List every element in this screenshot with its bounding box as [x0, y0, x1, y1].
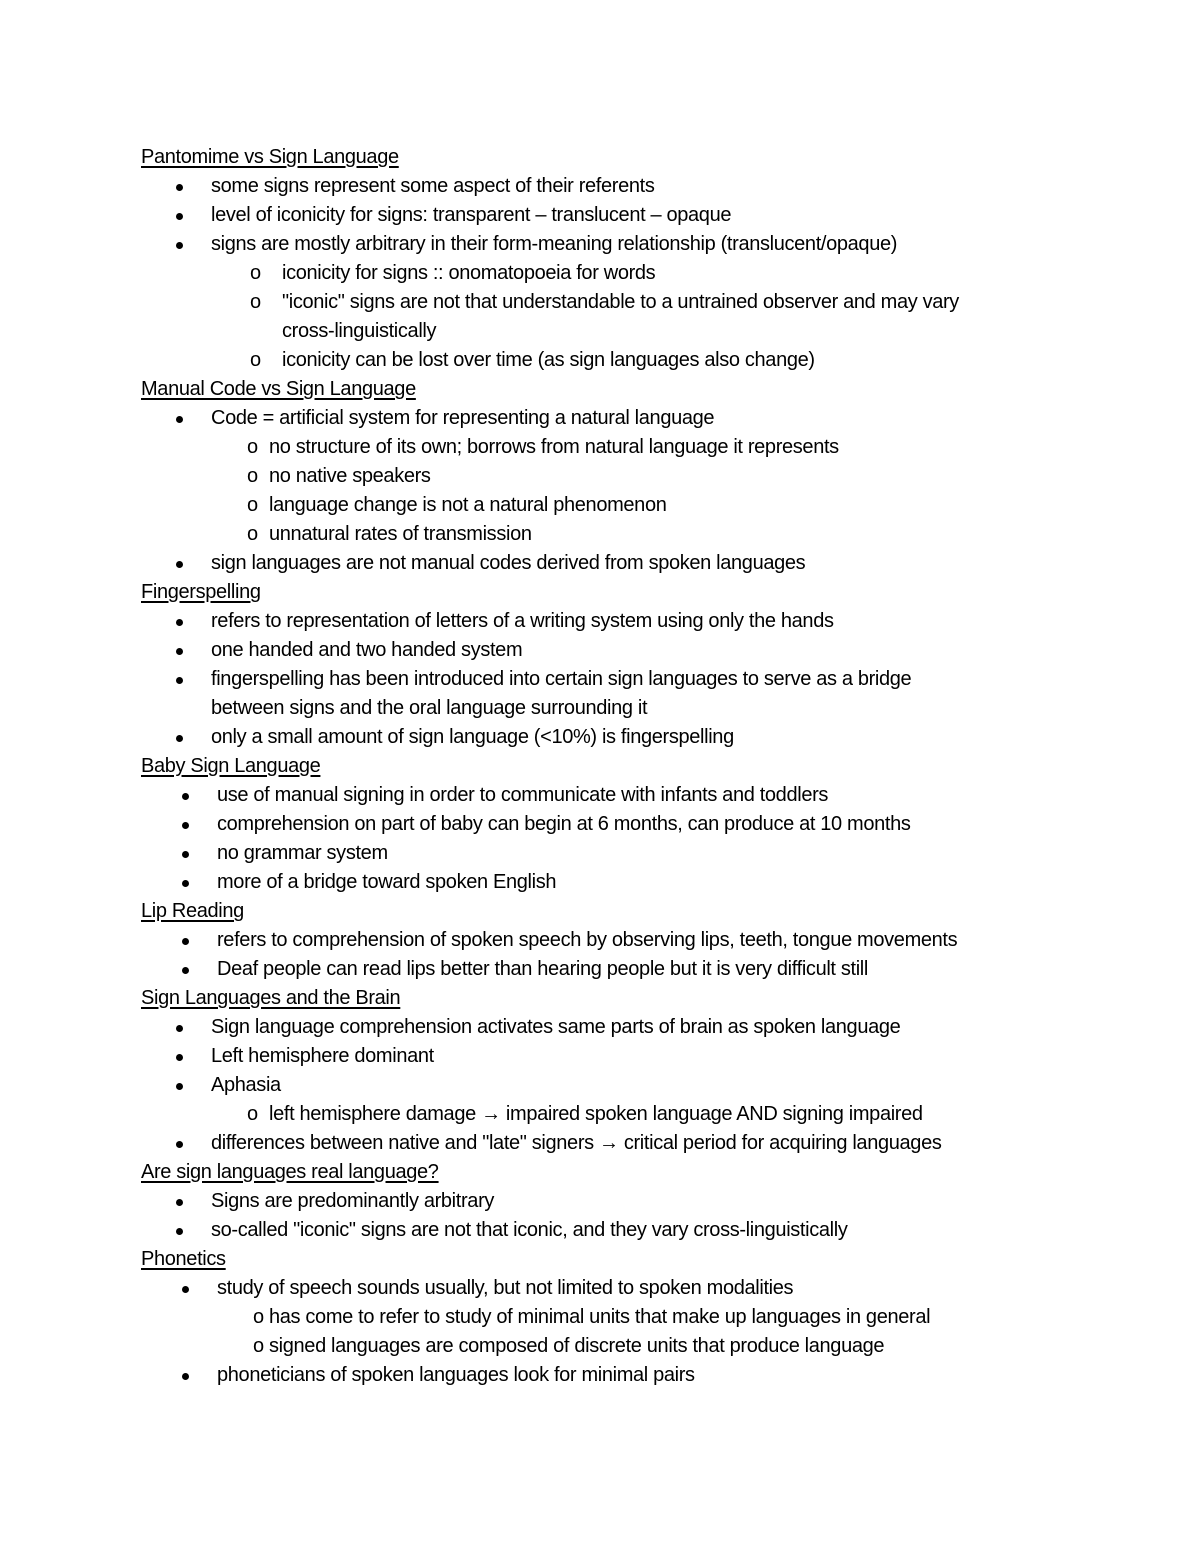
- list-item: refers to representation of letters of a writing system using only the hands: [141, 607, 1141, 636]
- bullet-icon: [182, 967, 189, 974]
- list-item: Signs are predominantly arbitrary: [141, 1187, 1141, 1216]
- bullet-icon: [176, 416, 183, 423]
- bullet-icon: [182, 880, 189, 887]
- bullet-icon: [182, 793, 189, 800]
- list-item: differences between native and "late" signers → critical period for acquiring languages: [141, 1129, 1141, 1158]
- bullet-icon: [176, 735, 183, 742]
- sub-list-item: o has come to refer to study of minimal units that make up languages in general: [141, 1303, 1141, 1332]
- sub-bullet-icon: o: [250, 349, 261, 371]
- list-item: refers to comprehension of spoken speech by observing lips, teeth, tongue movements: [141, 926, 1141, 955]
- bullet-icon: [176, 1054, 183, 1061]
- list-item: Code = artificial system for representing a natural language: [141, 404, 1141, 433]
- bullet-icon: [176, 242, 183, 249]
- sub-list-item: o left hemisphere damage → impaired spoken language AND signing impaired: [141, 1100, 1141, 1129]
- bullet-icon: [176, 184, 183, 191]
- list-item: level of iconicity for signs: transparent – translucent – opaque: [141, 201, 1141, 230]
- list-item: use of manual signing in order to communicate with infants and toddlers: [141, 781, 1141, 810]
- bullet-icon: [176, 619, 183, 626]
- list-item: phoneticians of spoken languages look for minimal pairs: [141, 1361, 1141, 1390]
- bullet-icon: [182, 1286, 189, 1293]
- section-heading: Manual Code vs Sign Language: [141, 378, 416, 400]
- list-item: so-called "iconic" signs are not that iconic, and they vary cross-linguistically: [141, 1216, 1141, 1245]
- sub-list-item: o "iconic" signs are not that understandable to a untrained observer and may vary: [141, 288, 1141, 317]
- list-item: some signs represent some aspect of their referents: [141, 172, 1141, 201]
- bullet-icon: [176, 1199, 183, 1206]
- list-item: one handed and two handed system: [141, 636, 1141, 665]
- bullet-icon: [176, 1083, 183, 1090]
- bullet-icon: [176, 561, 183, 568]
- list-item-continuation: between signs and the oral language surrounding it: [211, 697, 648, 719]
- list-item: only a small amount of sign language (<10%) is fingerspelling: [141, 723, 1141, 752]
- section-heading: Baby Sign Language: [141, 755, 321, 777]
- sub-list-item: o signed languages are composed of discrete units that produce language: [141, 1332, 1141, 1361]
- list-item: no grammar system: [141, 839, 1141, 868]
- sub-bullet-icon: o: [247, 1103, 258, 1125]
- list-item: fingerspelling has been introduced into certain sign languages to serve as a bridge: [141, 665, 1141, 694]
- sub-bullet-icon: o: [253, 1306, 264, 1328]
- bullet-icon: [182, 822, 189, 829]
- sub-bullet-icon: o: [247, 436, 258, 458]
- list-item: Sign language comprehension activates same parts of brain as spoken language: [141, 1013, 1141, 1042]
- list-item: comprehension on part of baby can begin at 6 months, can produce at 10 months: [141, 810, 1141, 839]
- sub-list-item: o iconicity for signs :: onomatopoeia for words: [141, 259, 1141, 288]
- sub-list-item: o unnatural rates of transmission: [141, 520, 1141, 549]
- sub-bullet-icon: o: [247, 523, 258, 545]
- list-item: sign languages are not manual codes derived from spoken languages: [141, 549, 1141, 578]
- sub-bullet-icon: o: [250, 262, 261, 284]
- section-heading: Fingerspelling: [141, 581, 261, 603]
- bullet-icon: [176, 1228, 183, 1235]
- list-item: Deaf people can read lips better than hearing people but it is very difficult still: [141, 955, 1141, 984]
- sub-bullet-icon: o: [250, 291, 261, 313]
- bullet-icon: [176, 1141, 183, 1148]
- bullet-icon: [176, 677, 183, 684]
- list-item: signs are mostly arbitrary in their form-meaning relationship (translucent/opaque): [141, 230, 1141, 259]
- bullet-icon: [182, 851, 189, 858]
- section-heading: Are sign languages real language?: [141, 1161, 439, 1183]
- bullet-icon: [182, 938, 189, 945]
- bullet-icon: [176, 648, 183, 655]
- section-heading: Sign Languages and the Brain: [141, 987, 401, 1009]
- bullet-icon: [176, 1025, 183, 1032]
- list-item: more of a bridge toward spoken English: [141, 868, 1141, 897]
- document-page: [141, 143, 1141, 1390]
- section-heading: Pantomime vs Sign Language: [141, 146, 399, 168]
- list-item: Aphasia: [141, 1071, 1141, 1100]
- section-heading: Phonetics: [141, 1248, 226, 1270]
- sub-list-item: o iconicity can be lost over time (as sign languages also change): [141, 346, 1141, 375]
- sub-bullet-icon: o: [253, 1335, 264, 1357]
- sub-list-item: o no structure of its own; borrows from natural language it represents: [141, 433, 1141, 462]
- list-item: study of speech sounds usually, but not limited to spoken modalities: [141, 1274, 1141, 1303]
- list-item: Left hemisphere dominant: [141, 1042, 1141, 1071]
- sub-list-item-continuation: cross-linguistically: [282, 320, 437, 342]
- sub-bullet-icon: o: [247, 494, 258, 516]
- sub-bullet-icon: o: [247, 465, 258, 487]
- sub-list-item: o language change is not a natural phenomenon: [141, 491, 1141, 520]
- bullet-icon: [182, 1373, 189, 1380]
- section-heading: Lip Reading: [141, 900, 244, 922]
- bullet-icon: [176, 213, 183, 220]
- sub-list-item: o no native speakers: [141, 462, 1141, 491]
